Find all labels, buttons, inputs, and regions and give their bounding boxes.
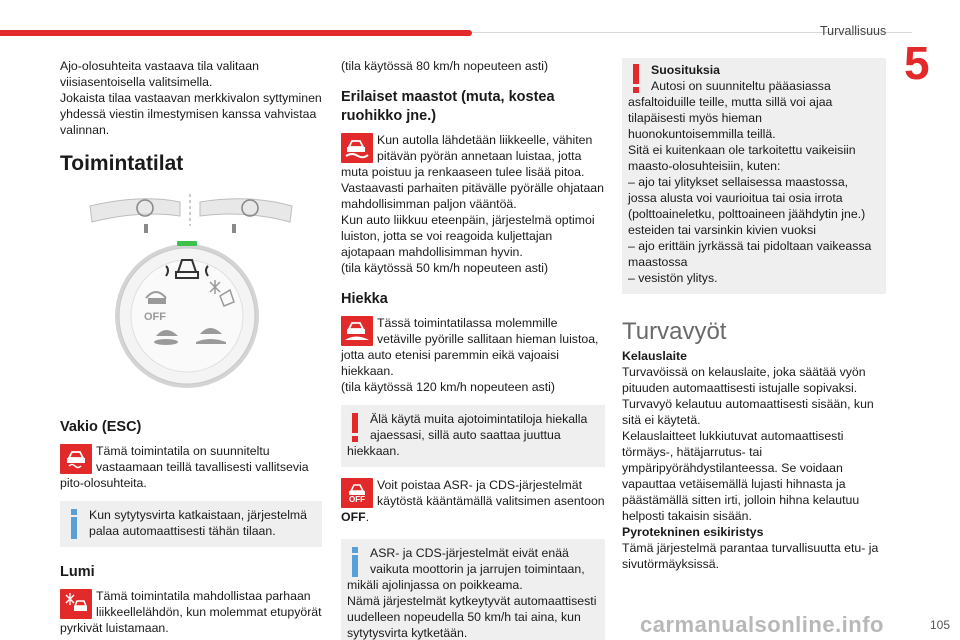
pyro-text: Tämä järjestelmä parantaa turvallisuutta etu- ja sivutörmäyksissä. <box>622 541 879 571</box>
off-text-bold: OFF <box>341 510 366 524</box>
info-icon-2 <box>351 547 358 577</box>
pyro-title: Pyrotekninen esikiristys <box>622 525 764 539</box>
mud-car-icon <box>341 133 373 163</box>
mode-selector-knob <box>115 241 259 388</box>
heading-turvavyot: Turvavyöt <box>622 318 727 345</box>
vakio-text: Tämä toimintatila on suunniteltu vastaamaan teillä tavallisesti vallitsevia pito-olosuhteita. <box>60 444 309 490</box>
sand-car-icon <box>341 316 373 346</box>
recommendation-text: Autosi on suunniteltu pääasiassa asfaltoiduille teille, mutta sillä voi ajaa tilapäisesti myös hieman huonokuntoisemmilla teillä. Sitä ei kuitenkaan ole tarkoitettu vaikeisiin maasto-olosuhteisiin, kuten: – ajo tai ylitykset sellaisessa maastossa, jossa alusta voi vaurioitua tai osia irrota (polttoaineletku, polttoaineen jäähdytin jne.) esteiden tai varsinkin kivien vuoksi – ajo erittäin jyrkässä tai pidoltaan vaikeassa maastossa – vesistön ylitys. <box>628 79 872 285</box>
intro-text: Ajo-olosuhteita vastaava tila valitaan viisiasentoisella valitsimella. Jokaista tilaa vastaavan merkkivalon syttyminen yhdessä viestin ilmestymisen kanssa vahvistaa valinnan. <box>60 59 322 137</box>
off-text-pre: Voit poistaa ASR- ja CDS-järjestelmät käytöstä kääntämällä valitsimen asentoon <box>377 478 605 508</box>
warning-icon-2 <box>632 64 639 94</box>
hiekka-text: Tässä toimintatilassa molemmille vetäville pyörille sallitaan hieman luistoa, jotta auto etenisi paremmin eikä vajoaisi hiekkaan. (tila käytössä 120 km/h nopeuteen asti) <box>341 316 599 394</box>
car-skid-icon <box>60 444 92 474</box>
warning-note-1-text: Älä käytä muita ajotoimintatiloja hiekalla ajaessasi, sillä auto saattaa juuttua hiekkaan. <box>347 412 588 458</box>
info-note-2-text: ASR- ja CDS-järjestelmät eivät enää vaikuta moottorin ja jarrujen toimintaan, mikäli ajolinjassa on poikkeama. Nämä järjestelmät kytkeytyvät automaattisesti uudelleen nopeudella 50 km/h tai aina, kun sytytysvirta kytketään. <box>347 546 597 640</box>
lumi-paragraph <box>60 588 322 636</box>
svg-text:OFF: OFF <box>144 311 166 323</box>
warning-note-1 <box>341 405 605 467</box>
section-title: Turvallisuus <box>820 24 887 38</box>
heading-vakio: Vakio (ESC) <box>60 419 142 435</box>
instrument-cluster-icon <box>90 194 292 233</box>
mode-selector-illustration <box>60 186 322 406</box>
kelauslaite-text: Turvavöissä on kelauslaite, joka säätää vyön pituuden automaattisesti istujalle sopivaksi. Turvavyö kelautuu automaattisesti sisään, kun sitä ei käytetä. Kelauslaitteet lukkiutuvat automaattisesti törmäys-, hätäjarrutus- tai ympäripyörähdystilanteessa. Se voidaan vapauttaa vetäisemällä lujasti hihnasta ja päästämällä sitten irti, jolloin hihna kelautuu helposti takaisin sisään. <box>622 365 874 523</box>
heading-lumi: Lumi <box>60 564 95 580</box>
erilaiset-paragraph <box>341 132 605 276</box>
column-3 <box>622 58 886 572</box>
warning-icon <box>351 413 358 443</box>
erilaiset-text: Kun autolla lähdetään liikkeelle, vähiten pitävän pyörän annetaan luistaa, jotta muta poistuu ja renkaaseen tulee lisää pitoa. Vastaavasti parhaiten pitävälle pyörälle ohjataan mahdollisimman paljon vääntöä. Kun auto liikkuu eteenpäin, järjestelmä optimoi luiston, jotta se voi reagoida kuljettajan ajotapaan mahdollisimman hyvin. (tila käytössä 50 km/h nopeuteen asti) <box>341 133 604 275</box>
watermark: carmanualsonline.info <box>640 612 884 637</box>
recommendation-note <box>622 58 886 294</box>
mode-selector-svg <box>60 186 322 406</box>
column-2 <box>341 58 605 640</box>
snowflake-car-icon <box>60 589 92 619</box>
off-text-post: . <box>365 510 370 524</box>
vakio-paragraph <box>60 443 322 491</box>
kelauslaite-title: Kelauslaite <box>622 349 687 363</box>
column-1 <box>60 58 322 636</box>
info-note-1 <box>60 501 322 547</box>
lumi-text: Tämä toimintatila mahdollistaa parhaan liikkeellelähdön, kun molemmat etupyörät pyrkivät luistamaan. <box>60 589 322 635</box>
lumi-speed-text: (tila käytössä 80 km/h nopeuteen asti) <box>341 59 549 73</box>
off-paragraph <box>341 477 605 525</box>
esc-off-icon-label: OFF <box>349 494 365 504</box>
header-accent-bar <box>0 30 472 36</box>
recommendation-title: Suosituksia <box>651 63 721 77</box>
info-icon <box>70 509 77 539</box>
page-number: 105 <box>929 618 950 632</box>
chapter-number: 5 <box>904 37 930 89</box>
hiekka-paragraph <box>341 315 605 395</box>
heading-erilaiset-maastot: Erilaiset maastot (muta, kostea ruohikko jne.) <box>341 89 555 124</box>
heading-hiekka: Hiekka <box>341 291 388 307</box>
info-note-1-text: Kun sytytysvirta katkaistaan, järjestelmä palaa automaattisesti tähän tilaan. <box>89 508 308 538</box>
heading-toimintatilat: Toimintatilat <box>60 152 184 175</box>
info-note-2 <box>341 539 605 640</box>
esc-off-icon <box>341 478 373 508</box>
